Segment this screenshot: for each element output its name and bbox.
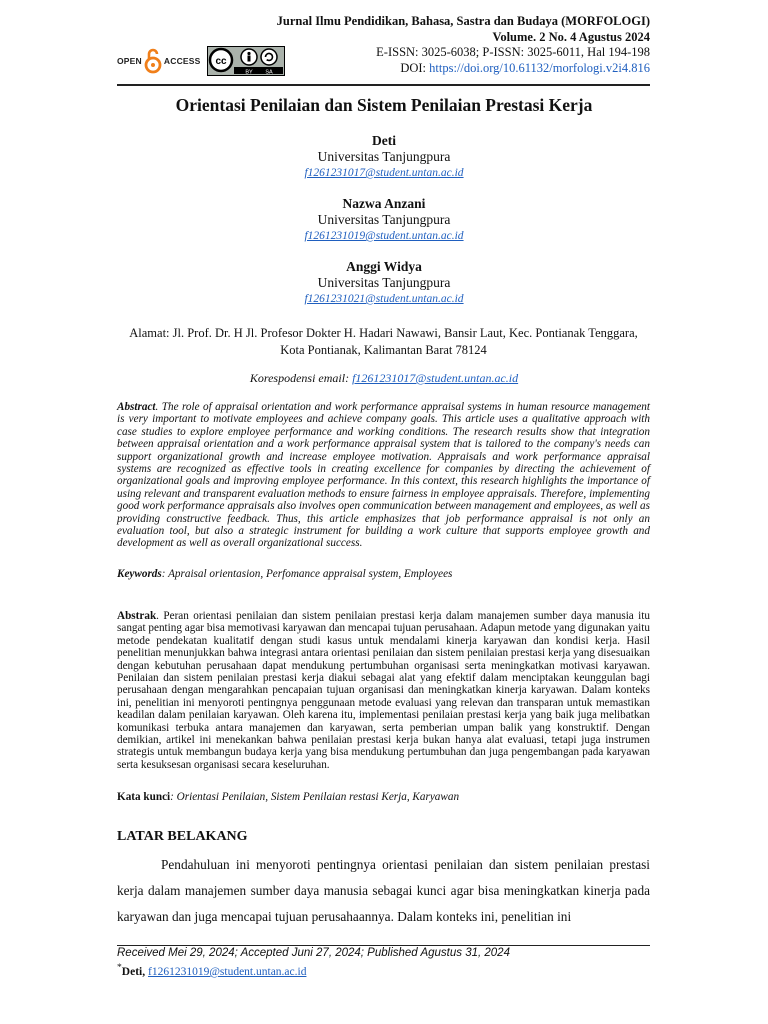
doi-label: DOI: bbox=[400, 60, 427, 75]
paper-title: Orientasi Penilaian dan Sistem Penilaian Prestasi Kerja bbox=[175, 95, 593, 115]
author-affiliation: Universitas Tanjungpura bbox=[317, 212, 451, 227]
publication-dates: Received Mei 29, 2024; Accepted Juni 27, 2024; Published Agustus 31, 2024 bbox=[117, 947, 510, 959]
author-name: Deti bbox=[372, 133, 396, 148]
svg-text:SA: SA bbox=[264, 69, 273, 76]
author-email-link[interactable]: f1261231017@student.untan.ac.id bbox=[304, 167, 464, 179]
abstract-id-label: Abstrak bbox=[117, 610, 157, 622]
correspondence-email-link[interactable]: f1261231017@student.untan.ac.id bbox=[352, 371, 519, 385]
correspondence-label: Korespodensi email: bbox=[249, 371, 350, 385]
author-name: Nazwa Anzani bbox=[342, 196, 426, 211]
license-logos bbox=[117, 44, 285, 78]
doi-line bbox=[277, 61, 650, 77]
footnote-star: * bbox=[117, 962, 122, 973]
body-paragraph: Pendahuluan ini menyoroti pentingnya orientasi penilaian dan sistem penilaian prestasi kerja dalam manajemen sumber daya manusia sebagai kunci agar bisa meningkatkan kinerja pada karyawan dan juga mencapai tujuan perusahaannya. Dalam konteks ini, penelitian ini bbox=[117, 857, 650, 924]
author-name: Anggi Widya bbox=[346, 259, 422, 274]
author-affiliation: Universitas Tanjungpura bbox=[317, 149, 451, 164]
author-list bbox=[0, 133, 768, 322]
author-block bbox=[0, 196, 768, 244]
footnote-email-link[interactable]: f1261231019@student.untan.ac.id bbox=[147, 965, 307, 978]
section-heading: LATAR BELAKANG bbox=[117, 829, 248, 844]
keywords-indonesian bbox=[117, 791, 650, 803]
journal-name: Jurnal Ilmu Pendidikan, Bahasa, Sastra dan Budaya (MORFOLOGI) bbox=[276, 14, 650, 28]
author-email-link[interactable]: f1261231021@student.untan.ac.id bbox=[304, 293, 464, 305]
abstract-english bbox=[117, 401, 650, 550]
footnote-name: Deti, bbox=[121, 965, 146, 978]
header-divider bbox=[117, 84, 650, 86]
open-access-text-right: ACCESS bbox=[163, 56, 201, 66]
keywords-id-label: Kata kunci bbox=[117, 791, 171, 803]
open-access-text-left: OPEN bbox=[117, 56, 142, 66]
address-line-1: Alamat: Jl. Prof. Dr. H Jl. Profesor Dokter H. Hadari Nawawi, Bansir Laut, Kec. Pontianak Tenggara, bbox=[129, 326, 638, 340]
journal-issn: E-ISSN: 3025-6038; P-ISSN: 3025-6011, Hal 194-198 bbox=[376, 45, 650, 59]
journal-volume: Volume. 2 No. 4 Agustus 2024 bbox=[492, 29, 650, 44]
keywords-english bbox=[117, 568, 650, 580]
author-block bbox=[0, 133, 768, 181]
abstract-en-text: . The role of appraisal orientation and work performance appraisal systems in human resource management is very important to motivate employees and achieve company goals. This article uses a qualitative approach with case studies to explore employee performance and working conditions. The research results show that integration between appraisal orientation and a work performance appraisal system that is tailored to the company's needs can support organizational growth and increase employee motivation. Appraisals and work performance appraisal systems are recognized as effective tools in creating excellence for companies by directing the achievement of organizational goals and improving employee performance. In this context, this research highlights the importance of using relevant and transparent evaluation methods to ensure fairness in employee appraisals. Therefore, implementing good work performance appraisals also involves open communication between management and employees, as well as providing constructive feedback. Thus, this article emphasizes that job performance appraisal is not only an evaluation tool, but also a strategic instrument for building a work culture that supports employee growth and development as well as overall organizational success. bbox=[117, 401, 650, 550]
keywords-en-text: : Apraisal orientasion, Perfomance appraisal system, Employees bbox=[161, 568, 453, 580]
address bbox=[117, 325, 650, 359]
svg-text:cc: cc bbox=[214, 56, 227, 67]
author-email-link[interactable]: f1261231019@student.untan.ac.id bbox=[304, 230, 464, 242]
abstract-en-label: Abstract bbox=[117, 401, 156, 413]
abstract-indonesian bbox=[117, 610, 650, 771]
keywords-id-text: : Orientasi Penilaian, Sistem Penilaian restasi Kerja, Karyawan bbox=[170, 791, 460, 803]
author-email bbox=[0, 291, 768, 307]
svg-text:BY: BY bbox=[244, 69, 253, 76]
footer-divider bbox=[117, 945, 650, 946]
cc-by-sa-icon bbox=[207, 46, 285, 76]
author-block bbox=[0, 259, 768, 307]
journal-header bbox=[277, 14, 650, 76]
address-line-2: Kota Pontianak, Kalimantan Barat 78124 bbox=[280, 343, 487, 357]
keywords-en-label: Keywords bbox=[117, 568, 162, 580]
author-email bbox=[0, 228, 768, 244]
author-email bbox=[0, 165, 768, 181]
doi-link[interactable]: https://doi.org/10.61132/morfologi.v2i4.816 bbox=[429, 60, 650, 75]
author-affiliation: Universitas Tanjungpura bbox=[317, 275, 451, 290]
abstract-id-text: . Peran orientasi penilaian dan sistem penilaian prestasi kerja dalam manajemen sumber daya manusia itu sangat penting agar bisa memotivasi karyawan dan mencapai tujuan perusahaan. Adapun metode yang digunakan yaitu metode pendekatan kualitatif dengan studi kasus untuk mendalami kinerja karyawan dan kondisi kerja. Hasil penelitian menunjukkan bahwa integrasi antara orientasi penilaian dan sistem penilaian prestasi kerja yang disesuaikan dengan kebutuhan perusahaan dapat mendukung pertumbuhan organisasi serta meningkatkan motivasi karyawan. Penilaian dan sistem penilaian prestasi kerja diakui sebagai alat yang efektif dalam menciptakan keunggulan bagi perusahaan dengan mengarahkan pencapaian tujuan organisasi dan meningkatkan kinerja karyawan. Dalam konteks ini, penelitian ini menyoroti pentingnya penggunaan metode evaluasi yang relevan dan transparan untuk memastikan keadilan dalam penilaian karyawan. Oleh karena itu, implementasi penilaian prestasi kerja yang baik juga melibatkan komunikasi terbuka antara manajemen dan karyawan, serta pemberian umpan balik yang konstruktif. Dengan demikian, artikel ini menekankan bahwa penilaian prestasi kerja bukan hanya alat evaluasi, tetapi juga instrumen strategis untuk membangun budaya kerja yang bisa mendukung pertumbuhan dan juga pengembangan pada karyawan serta kesuksesan organisasi secara keseluruhan. bbox=[117, 610, 650, 771]
open-access-logo bbox=[117, 48, 201, 74]
corresponding-author-footnote bbox=[117, 962, 306, 978]
correspondence bbox=[0, 371, 768, 386]
open-lock-icon bbox=[144, 48, 162, 74]
